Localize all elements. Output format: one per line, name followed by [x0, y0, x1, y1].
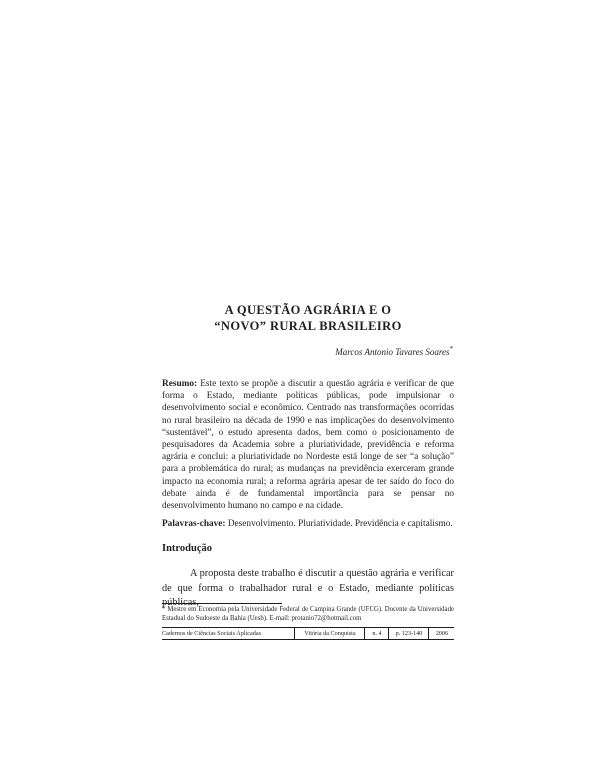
page-footer — [162, 627, 454, 640]
footer-journal: Cadernos de Ciências Sociais Aplicadas — [162, 630, 261, 637]
footer-place: Vitória da Conquista — [294, 628, 365, 639]
author-footnote-mark: * — [449, 345, 453, 353]
body-paragraph: A proposta deste trabalho é discutir a questão agrária e verificar de que forma o trabalhador rural e o Estado, mediante políticas públicas, — [162, 568, 454, 609]
author-name-text: Marcos Antonio Tavares Soares — [335, 347, 450, 357]
footnote: * Mestre em Economia pela Universidade Federal de Campina Grande (UFCG). Docente da Universidade Estadual do Sudoeste da Bahia (Uesb). E-mail: protanio72@hotmail.com — [162, 606, 454, 622]
footnote-rule — [162, 603, 282, 604]
section-heading: Introdução — [162, 543, 212, 554]
keywords — [162, 518, 454, 530]
article-title-line-1: A QUESTÃO AGRÁRIA E O — [224, 303, 392, 317]
footer-pages: p. 123-140 — [388, 628, 429, 639]
keywords-label: Palavras-chave: — [162, 519, 226, 529]
keywords-text: Desenvolvimento. Pluriatividade. Previdência e capitalismo. — [227, 519, 453, 529]
footer-year: 2006 — [428, 628, 455, 639]
abstract-label: Resumo: — [162, 379, 198, 389]
footer-issue: n. 4 — [364, 628, 389, 639]
author-name — [335, 345, 453, 357]
abstract-text: Este texto se propõe a discutir a questão agrária e verificar de que forma o Estado, mediante políticas públicas, pode impulsionar o desenvolvimento social e econômico. Centrado nas transformações ocorridas no rural brasileiro na década de 1990 e nas implicações do desenvolvimento “sustentável”, o estudo apresenta dados, bem como o posicionamento de pesquisadores da Academia sobre a pluriatividade, previdência e reforma agrária e conclui: a pluriatividade no Nordeste está longe de ser “a solução” para a problemática do rural; as mudanças na previdência exerceram grande impacto na economia rural; a reforma agrária apesar de ter saído do foco do debate ainda é de fundamental importância para se pensar no desenvolvimento humano no campo e na cidade. — [162, 379, 454, 512]
abstract — [162, 378, 454, 512]
article-title-line-2: “NOVO” RURAL BRASILEIRO — [214, 319, 402, 333]
